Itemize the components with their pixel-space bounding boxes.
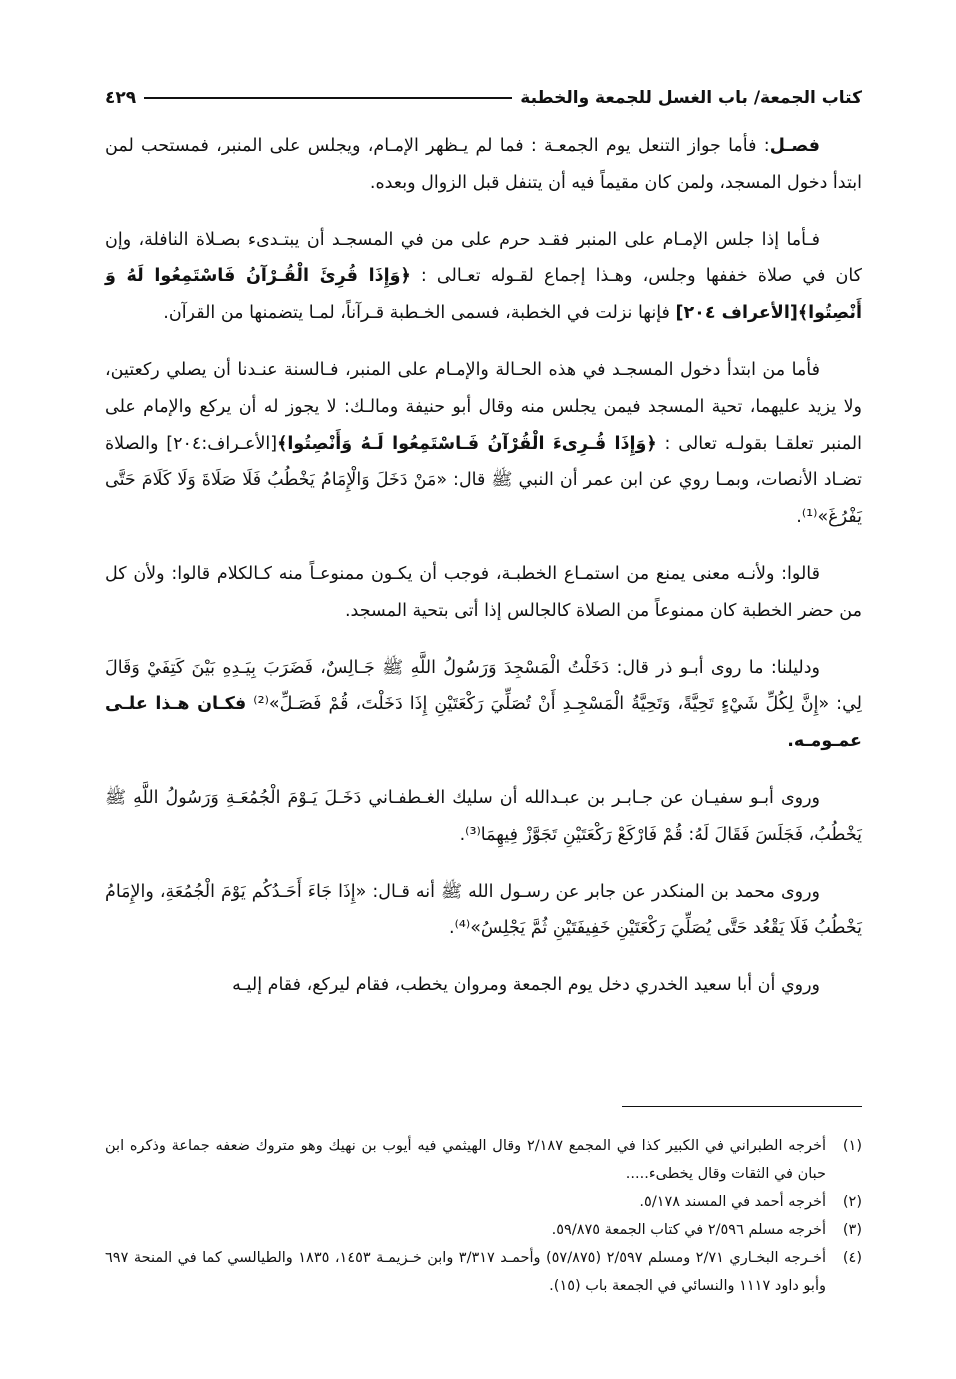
paragraph (105, 352, 862, 536)
paragraph (105, 556, 862, 630)
footnote-text: أخـرجه البخـاري ٢/٧١ ومسلم ٢/٥٩٧ (٥٧/٨٧٥) وأحمـد ٣/٣١٧ وابن خـزيمـة ١٤٥٣، ١٨٣٥ والطيالسي كما في المنحة ٦٩٧ وأبو داود ١١١٧ والنسائي في الجمعة باب (١٥). (105, 1250, 826, 1294)
paragraph (105, 874, 862, 948)
text-run: : فأما جواز التنعل يوم الجمعـة : فما لم يـظهر الإمـام، ويجلس على المنبر، فمستحب لمن ابتدأ دخول المسجد، ولمن كان مقيماً فيه أن يتنفل قبل الزوال وبعده. (105, 136, 862, 193)
running-title: كتاب الجمعة/ باب الغسل للجمعة والخطبة (520, 88, 862, 108)
header-rule (144, 97, 512, 99)
paragraph (105, 967, 862, 1004)
footnote-number: (١) (842, 1138, 862, 1154)
bold-text: فصـل (769, 136, 820, 156)
page-number: ٤٢٩ (105, 88, 137, 108)
main-text (105, 128, 862, 1004)
footnote-number: (٣) (842, 1222, 862, 1238)
footnote-number: (٢) (842, 1194, 862, 1210)
text-run: وروى أبـو سفيـان عن جـابـر بن عبـدالله أن سليك الغـطفـاني دَخَـلَ يَـوْمَ الْجُمُعَـةِ وَرَسُولُ اللَّهِ ﷺ يَخْطُبُ، فَجَلَسَ فَقَالَ لَهُ: قُمْ فَارْكَعْ رَكْعَتَيْنِ تَجَوَّزْ فِيهِمَا⁽³⁾. (105, 787, 862, 845)
paragraph (105, 650, 862, 760)
footnotes (105, 1132, 862, 1300)
footnote-separator (622, 1106, 862, 1107)
footnote (105, 1188, 862, 1216)
text-run: وروى محمد بن المنكدر عن جابر عن رسـول الله ﷺ أنه قـال: «إِذَا جَاءَ أَحَـدُكُم يَوْمَ الْجُمُعَةِ، والإِمَامُ يَخْطُبُ فَلَا يَقْعُد حَتَّى يُصَلِّيَ رَكْعَتَيْنِ خَفِيفَتَيْنِ ثُمَّ يَجْلِسُ»⁽⁴⁾. (105, 881, 862, 939)
paragraph (105, 222, 862, 332)
footnote-text: أخرجه الطبراني في الكبير كذا في المجمع ٢/١٨٧ وقال الهيثمي فيه أيوب بن نهيك وهو متروك ضعفه جماعة وذكره ابن حبان في الثقات وقال يخطىء..... (105, 1138, 826, 1182)
bold-text: ﴿وَإِذَا قُرِئَ الْقُـرْآنُ فَاسْتَمِعُوا لَهُ وَ أَنْصِتُوا﴾[الأعراف ٢٠٤] (105, 266, 862, 324)
book-page (105, 78, 862, 1024)
running-header (105, 78, 862, 118)
footnote (105, 1216, 862, 1244)
bold-text: فكـان هـذا علـى عمـومـه. (105, 694, 862, 752)
footnote-number: (٤) (842, 1250, 862, 1266)
text-run: [الأعـراف:٢٠٤] والصلاة تضـاد الأنصات، وبمـا روي عن ابن عمر أن النبي ﷺ قال: «مَنْ دَخَلَ وَالْإِمَامُ يَخْطُبُ فَلَا صَلَاةَ وَلَا كَلَامَ حَتَّى يَفْرُغَ»⁽¹⁾. (105, 433, 862, 528)
text-run: وروي أن أبا سعيد الخدري دخل يوم الجمعة ومروان يخطب، فقام ليركع، فقام إليـه (232, 975, 820, 996)
text-run: ودليلنا: ما روى أبـو ذر قال: دَخَلْتُ الْمَسْجِدَ وَرَسُولُ اللَّهِ ﷺ جَـالِسٌ، فَضَرَبَ بِيَـدِهِ بَيْنَ كَتِفَيْ وَقَالَ لِي: «إِنَّ لِكُلِّ شَيْءٍ تَحِيَّةً، وَتَحِيَّةُ الْمَسْجِـدِ أَنْ تُصَلِّيَ رَكْعَتَيْنِ إِذَا دَخَلْتَ، قُمْ فَصَـلِّ»⁽²⁾ (105, 657, 862, 715)
text-run: فأما من ابتدأ دخول المسجـد في هذه الحـالة والإمـام على المنبر، فـالسنة عنـدنا أن يصلي ركعتين، ولا يزيد عليهما، تحية المسجد فيمن يجلس منه وقال أبو حنيفة ومالـك: لا يجوز له أن يركع والإمام على المنبر تعلقـا بقولـه تعالى : (105, 359, 862, 454)
bold-text: ﴿وَإِذَا قُـرِىءَ الْقُرْآنُ فَـاسْتَمِعُوا لَـهُ وَأَنْصِتُوا﴾ (277, 433, 657, 454)
footnote-text: أخرجه أحمد في المسند ٥/١٧٨. (639, 1194, 826, 1210)
footnote (105, 1244, 862, 1300)
paragraph (105, 780, 862, 854)
footnote (105, 1132, 862, 1188)
text-run: فإنها نزلت في الخطبة، فسمى الخـطبة قـرآناً، لمـا يتضمنها من القرآن. (163, 303, 676, 324)
text-run: فـأما إذا جلس الإمـام على المنبر فقـد حرم على من في المسجـد أن يبتـدىء بصـلاة النافلة، وإن كان في صلاة خففها وجلس، وهـذا إجماع لقـوله تعـالى : (105, 229, 863, 287)
text-run: قالوا: ولأنـه معنى يمنع من استمـاع الخطبـة، فوجب أن يكـون ممنوعـاً منه كـالكلام قالوا: ولأن كل من حضر الخطبة كان ممنوعاً من الصلاة كالجالس إذا أتى بتحية المسجد. (105, 563, 862, 621)
paragraph (105, 128, 862, 202)
footnote-text: أخرجه مسلم ٢/٥٩٦ في كتاب الجمعة ٥٩/٨٧٥. (551, 1222, 826, 1238)
